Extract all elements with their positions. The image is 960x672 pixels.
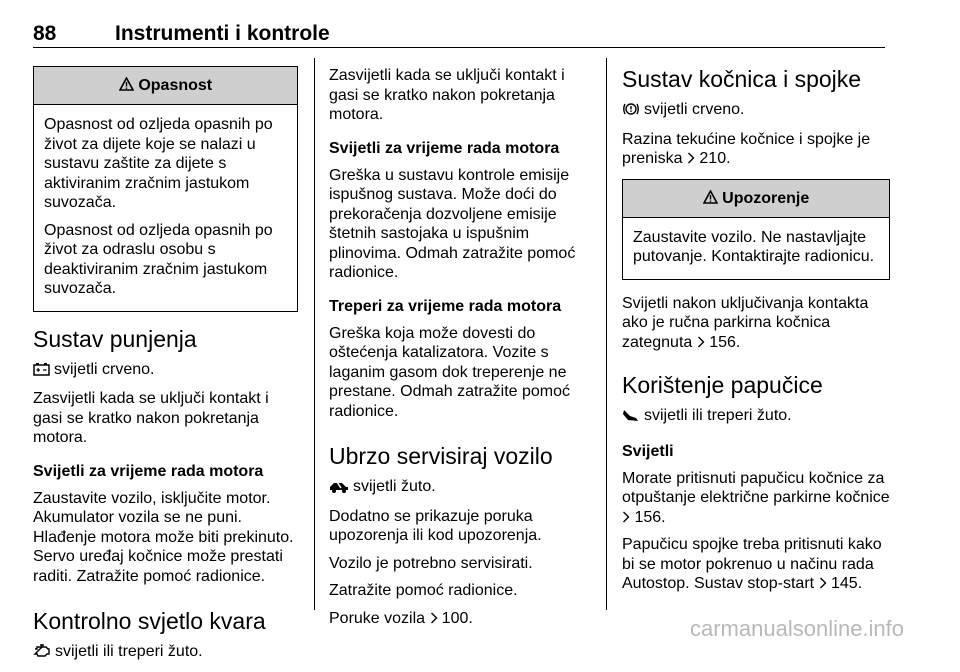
running-title: Instrumenti i kontrole xyxy=(115,22,330,45)
reference-arrow-icon xyxy=(687,150,699,167)
column-2 xyxy=(329,66,597,636)
service-ref[interactable]: 100. xyxy=(441,609,473,627)
brake-heading: Sustav kočnica i spojke xyxy=(622,66,862,92)
pedal-subheading: Svijetli xyxy=(622,442,674,460)
warning-triangle-icon xyxy=(703,190,722,207)
mil-heading: Kontrolno svjetlo kvara xyxy=(33,608,266,634)
danger-box-header xyxy=(34,67,297,105)
parking-brake-ref[interactable]: 156. xyxy=(709,333,741,351)
foot-pedal-icon xyxy=(622,408,640,428)
service-text-4: Poruke vozila 100. xyxy=(329,609,473,627)
mil-intro-text: Zasvijetli kada se uključi kontakt i gasi se kratko nakon pokretanja motora. xyxy=(329,67,565,123)
charging-text: Zasvijetli kada se uključi kontakt i gasi se kratko nakon pokretanja motora. xyxy=(33,390,269,446)
brake-ref[interactable]: 210. xyxy=(699,150,731,167)
mil-sub-2-text: Greška koja može dovesti do oštećenja katalizatora. Vozite s laganim gasom dok treperenje ne prestane. Odmah zatražite pomoć radionice. xyxy=(329,324,571,420)
pedal-ref-2[interactable]: 145. xyxy=(831,575,863,592)
mil-icon-text: svijetli ili treperi žuto. xyxy=(55,643,203,660)
watermark: carmanualsonline.info xyxy=(690,616,905,641)
pedal-text-2: Papučicu spojke treba pritisnuti kako bi se motor pokrenuo u načinu rada Autostop. Sustav stop-start 145. xyxy=(622,536,882,592)
mil-sub-1: Svijetli za vrijeme rada motora xyxy=(329,139,560,157)
service-text-1: Dodatno se prikazuje poruka upozorenja ili kod upozorenja. xyxy=(329,507,542,544)
charging-icon-text: svijetli crveno. xyxy=(54,360,155,378)
reference-arrow-icon xyxy=(697,334,709,351)
reference-arrow-icon xyxy=(430,610,442,627)
service-text-2: Vozilo je potrebno servisirati. xyxy=(329,554,533,572)
warning-text: Zaustavite vozilo. Ne nastavljajte putovanje. Kontaktirajte radionicu. xyxy=(633,228,875,265)
brake-icon-text: svijetli crveno. xyxy=(644,101,745,118)
charging-running-text: Zaustavite vozilo, isključite motor. Akumulator vozila se ne puni. Hlađenje motora može biti prekinuto. Servo uređaj kočnice može prestati raditi. Zatražite pomoć radionice. xyxy=(33,489,294,585)
column-divider-2 xyxy=(606,58,607,610)
pedal-text-1: Morate pritisnuti papučicu kočnice za otpuštanje električne parkirne kočnice 156. xyxy=(622,469,890,526)
column-3 xyxy=(622,66,890,602)
danger-text-1: Opasnost od ozljeda opasnih po život za dijete koje se nalazi u sustavu zaštite za dijete s aktiviranim zračnim jastukom suvozača. xyxy=(44,116,273,211)
mil-sub-2: Treperi za vrijeme rada motora xyxy=(329,297,562,315)
pedal-icon-text: svijetli ili treperi žuto. xyxy=(644,407,792,424)
header-rule xyxy=(33,47,885,48)
pedal-ref-1[interactable]: 156. xyxy=(634,508,666,526)
brake-icon xyxy=(622,102,640,122)
danger-box-title: Opasnost xyxy=(138,77,213,94)
service-icon-line xyxy=(329,477,597,499)
column-divider-1 xyxy=(314,58,315,610)
page-number: 88 xyxy=(33,22,57,45)
charging-heading: Sustav punjenja xyxy=(33,325,197,352)
warning-box-header xyxy=(623,180,889,218)
warning-triangle-icon xyxy=(119,77,138,94)
battery-icon xyxy=(33,362,50,382)
danger-box xyxy=(33,66,298,312)
service-car-icon xyxy=(329,479,349,499)
parking-brake-text: Svijetli nakon uključivanja kontakta ako je ručna parkirna kočnica zategnuta 156. xyxy=(622,294,869,351)
service-icon-text: svijetli žuto. xyxy=(353,478,436,495)
warning-box-title: Upozorenje xyxy=(722,189,810,207)
engine-icon xyxy=(33,644,51,664)
mil-icon-line xyxy=(33,642,298,664)
charging-subheading: Svijetli za vrijeme rada motora xyxy=(33,462,264,480)
mil-sub-1-text: Greška u sustavu kontrole emisije ispušnog sustava. Može doći do prekoračenja dozvoljene emisije štetnih sastojaka u ispušnim plinovima. Odmah zatražite pomoć radionice. xyxy=(329,166,576,281)
reference-arrow-icon xyxy=(819,575,831,592)
charging-icon-line xyxy=(33,360,298,382)
service-text-3: Zatražite pomoć radionice. xyxy=(329,582,518,599)
pedal-icon-line xyxy=(622,406,890,428)
brake-icon-line xyxy=(622,100,890,122)
reference-arrow-icon xyxy=(622,509,634,526)
warning-box xyxy=(622,179,890,280)
danger-text-2: Opasnost od ozljeda opasnih po život za odraslu osobu s deaktiviranim zračnim jastukom suvozača. xyxy=(44,221,273,297)
brake-text: Razina tekućine kočnice i spojke je preniska 210. xyxy=(622,130,871,167)
service-heading: Ubrzo servisiraj vozilo xyxy=(329,443,553,469)
pedal-heading: Korištenje papučice xyxy=(622,372,823,398)
column-1 xyxy=(33,66,298,672)
